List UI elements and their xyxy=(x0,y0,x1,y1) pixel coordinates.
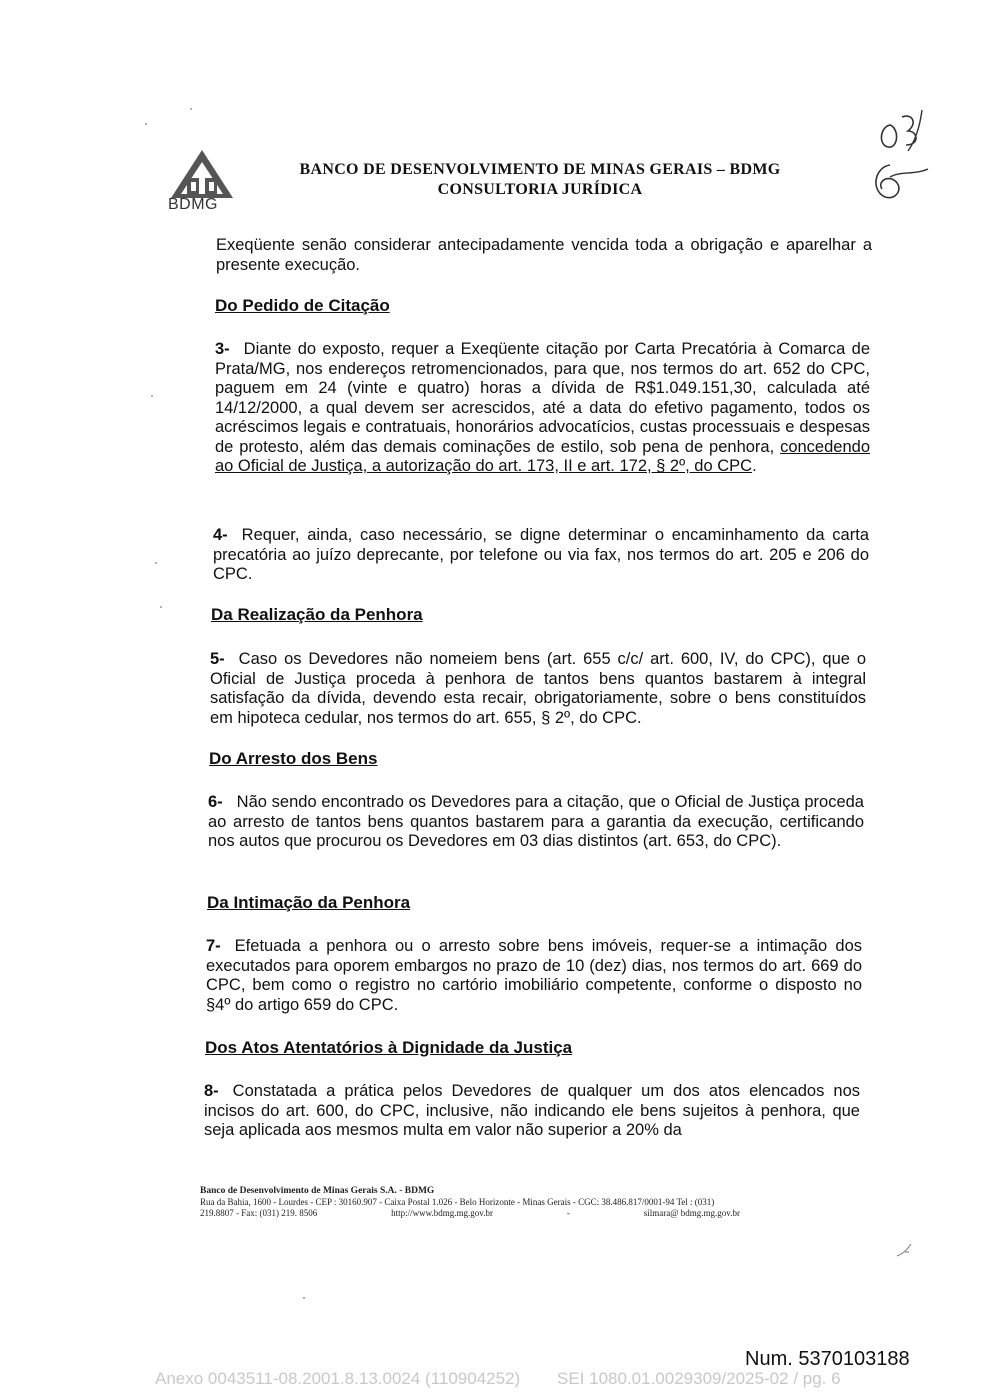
handwritten-mark xyxy=(860,105,950,215)
pen-mark-icon xyxy=(895,1240,915,1260)
intro-paragraph xyxy=(216,236,872,275)
letterhead-footer xyxy=(200,1186,850,1219)
scan-speck xyxy=(151,395,153,397)
paragraph-number: 7- xyxy=(206,937,221,955)
bdmg-logo-icon xyxy=(167,148,237,200)
handwritten-mark-icon xyxy=(860,105,950,215)
paragraph-tail: . xyxy=(752,457,757,475)
paragraph-number: 5- xyxy=(210,650,225,668)
footer-separator: - xyxy=(566,1208,570,1218)
scan-speck xyxy=(160,606,162,608)
scan-speck xyxy=(155,562,157,564)
paragraph-number: 3- xyxy=(215,340,230,358)
intro-text: Exeqüente senão considerar antecipadamente vencida toda a obrigação e aparelhar a presente execução. xyxy=(216,236,872,274)
paragraph-number: 6- xyxy=(208,793,223,811)
paragraph-text: Constatada a prática pelos Devedores de qualquer um dos atos elencados nos incisos do art. 600, do CPC, inclusive, não indicando ele bens sujeitos à penhora, que seja aplicada aos mesmos multa em valor não superior a 20% da xyxy=(204,1082,860,1139)
scan-speck xyxy=(303,1297,305,1299)
paragraph-text: Efetuada a penhora ou o arresto sobre bens imóveis, requer-se a intimação dos executados para oporem embargos no prazo de 10 (dez) dias, nos termos do art. 669 do CPC, bem como o registro no cartório imobiliário competente, conforme o disposto no §4º do artigo 659 do CPC. xyxy=(206,937,862,1014)
footer-company: Banco de Desenvolvimento de Minas Gerais S.A. - BDMG xyxy=(200,1186,435,1196)
letterhead xyxy=(240,160,840,200)
paragraph-6 xyxy=(208,793,864,852)
section-heading-arresto: Do Arresto dos Bens xyxy=(209,749,378,768)
paragraph-underlined-text: concedendo ao Oficial de Justiça, a autorização do art. 173, II e art. 172, § 2º, do CPC xyxy=(215,437,870,475)
footer-email[interactable]: silmara@ bdmg.mg.gov.br xyxy=(643,1208,740,1218)
document-number: Num. 5370103188 xyxy=(745,1348,910,1370)
paragraph-3 xyxy=(215,340,870,477)
pen-mark xyxy=(895,1240,915,1260)
footer-phone-fax: 219.8807 - Fax: (031) 219. 8506 xyxy=(200,1208,318,1218)
scan-speck xyxy=(190,108,192,110)
section-heading-penhora: Da Realização da Penhora xyxy=(211,605,423,624)
section-heading-citacao: Do Pedido de Citação xyxy=(215,296,390,315)
paragraph-4 xyxy=(213,526,869,585)
section-heading-atos-atentatorios: Dos Atos Atentatórios à Dignidade da Justiça xyxy=(205,1038,573,1057)
paragraph-text: Requer, ainda, caso necessário, se digne determinar o encaminhamento da carta precatória ao juízo deprecante, por telefone ou via fax, nos termos do art. 205 e 206 do CPC. xyxy=(213,526,869,583)
section-heading-intimacao: Da Intimação da Penhora xyxy=(207,893,411,912)
footer-address: Rua da Bahia, 1600 - Lourdes - CEP : 30160.907 - Caixa Postal 1.026 - Belo Horizonte - Minas Gerais - CGC: 38.486.817/0001-94 Tel : (031) xyxy=(200,1197,715,1207)
paragraph-number: 8- xyxy=(204,1082,219,1100)
paragraph-7 xyxy=(206,937,862,1015)
paragraph-5 xyxy=(210,650,866,728)
scan-speck xyxy=(145,123,147,125)
paragraph-text: Não sendo encontrado os Devedores para a citação, que o Oficial de Justiça proceda ao arresto de tantos bens quantos bastarem para a garantia da execução, certificando nos autos que procurou os Devedores em 03 dias distintos (art. 653, do CPC). xyxy=(208,793,864,850)
paragraph-text: Diante do exposto, requer a Exeqüente citação por Carta Precatória à Comarca de Prata/MG, nos endereços retromencionados, para que, nos termos do art. 652 do CPC, paguem em 24 (vinte e quatro) horas a dívida de R$1.049.151,30, calculada até 14/12/2000, a qual devem ser acrescidos, até a data do efetivo pagamento, todos os acréscimos legais e contratuais, honorários advocatícios, custas processuais e despesas de protesto, além das demais cominações de estilo, sob pena de penhora, xyxy=(215,340,870,456)
footer-website[interactable]: http://www.bdmg.mg.gov.br xyxy=(391,1208,493,1218)
logo-text: BDMG xyxy=(168,196,218,213)
paragraph-number: 4- xyxy=(213,526,228,544)
paragraph-text: Caso os Devedores não nomeiem bens (art. 655 c/c/ art. 600, IV, do CPC), que o Oficial de Justiça proceda à penhora de tantos bens quantos bastarem à integral satisfação da dívida, devendo esta recair, obrigatoriamente, sobre o bens constituídos em hipoteca cedular, nos termos do art. 655, § 2º, do CPC. xyxy=(210,650,866,727)
annex-watermark: Anexo 0043511-08.2001.8.13.0024 (110904252) xyxy=(155,1369,521,1388)
letterhead-title: BANCO DE DESENVOLVIMENTO DE MINAS GERAIS – BDMG xyxy=(299,161,781,178)
paragraph-8 xyxy=(204,1082,860,1141)
letterhead-subtitle: CONSULTORIA JURÍDICA xyxy=(437,181,643,198)
sei-watermark: SEI 1080.01.0029309/2025-02 / pg. 6 xyxy=(557,1369,841,1388)
